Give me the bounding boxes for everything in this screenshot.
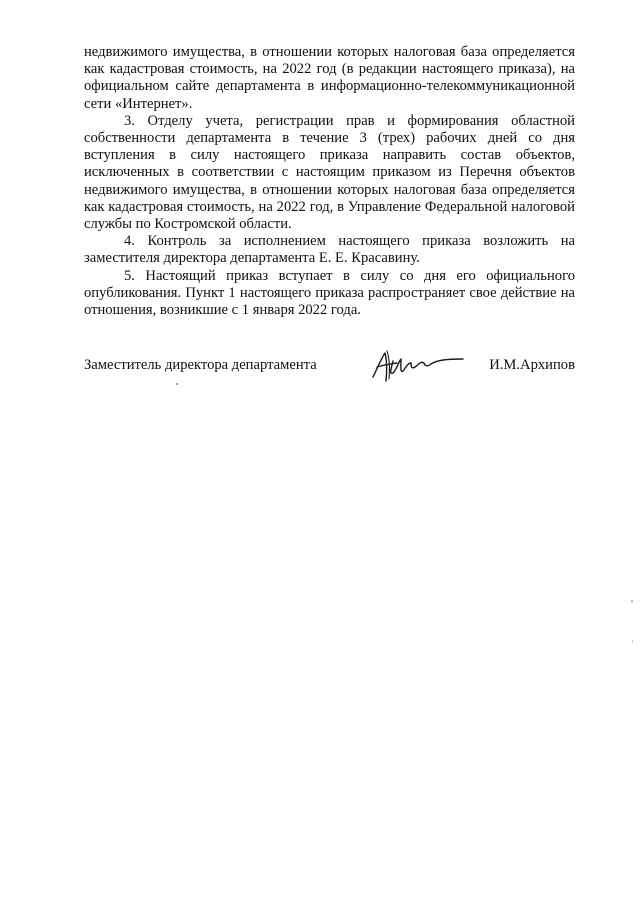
paragraph-4: 4. Контроль за исполнением настоящего приказа возложить на заместителя директора департамента Е. Е. Красавину. bbox=[84, 233, 575, 267]
signature-block bbox=[84, 357, 575, 387]
signer-name: И.М.Архипов bbox=[489, 357, 575, 373]
scan-speck bbox=[631, 600, 633, 603]
document-body bbox=[84, 44, 575, 319]
paragraph-continuation: недвижимого имущества, в отношении которых налоговая база определяется как кадастровая стоимость, на 2022 год (в редакции настоящего приказа), на официальном сайте департамента в информационно-телекоммуникационной сети «Интернет». bbox=[84, 44, 575, 112]
signer-position: Заместитель директора департамента bbox=[84, 357, 317, 373]
paragraph-5: 5. Настоящий приказ вступает в силу со дня его официального опубликования. Пункт 1 настоящего приказа распространяет свое действие на отношения, возникшие с 1 января 2022 года. bbox=[84, 267, 575, 319]
scan-speck bbox=[632, 640, 633, 643]
paragraph-3: 3. Отделу учета, регистрации прав и формирования областной собственности департамента в течение 3 (трех) рабочих дней со дня вступления в силу настоящего приказа направить состав объектов, исключенных в соответствии с настоящим приказом из Перечня объектов недвижимого имущества, в отношении которых налоговая база определяется как кадастровая стоимость, на 2022 год, в Управление Федеральной налоговой службы по Костромской области. bbox=[84, 112, 575, 233]
handwritten-signature bbox=[367, 347, 467, 387]
scan-speck bbox=[176, 383, 178, 385]
